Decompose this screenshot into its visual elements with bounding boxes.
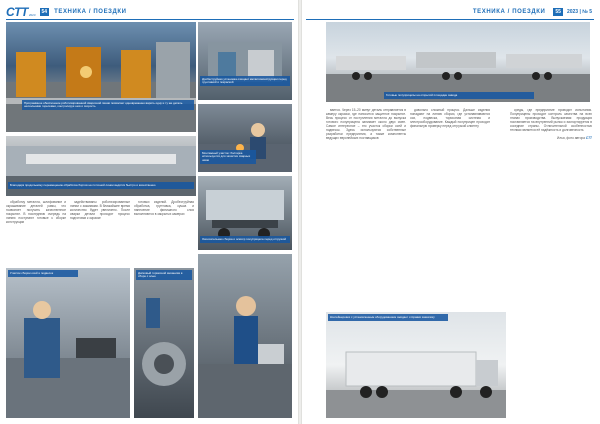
left-section-title: ТЕХНИКА / ПОЕЗДКИ [54,9,127,15]
left-header-rule [6,19,294,20]
photo-caption-7: Дисковый тормозной механизм в сборе с осью [136,270,192,280]
right-header [302,5,592,19]
issue-number: 2023 | № 5 [566,9,592,15]
left-column-c [134,200,194,264]
photo-caption-8: Готовые полуприцепы на открытой площадке завода [384,92,534,99]
right-column-b [410,108,490,308]
right-paragraph-c: среды, где предприятие проводит испытания. Полуприцепы проходят контроль качества на всех этапах производства. Выпускаемая продукция поставляется на внутренний рынок и экспортируется в соседние страны. Отличительной особенностью техники является её надёжность и долговечность [510,108,592,132]
right-column-c [510,108,592,378]
right-section-title: ТЕХНИКА / ПОЕЗДКИ [472,9,546,15]
processing-line-photo [6,136,196,196]
photo-caption-5: Окончательная сборка и осмотр полуприцепа перед отгрузкой [200,236,290,243]
photo-caption-2: Дробеструйная установка очищает металлоконструкции перед грунтовкой и покраской [200,76,290,86]
worker-photo [198,254,292,418]
photo-caption-3: Монтажный участок: болгарка используется для зачистки сварных швов [200,150,256,164]
signoff-text: Илья, фото автора [557,136,585,140]
worker-illustration [198,254,292,418]
signoff-brand: CTT [585,136,592,140]
final-assembly-photo [198,176,292,250]
photo-caption-4: Благодаря продольному перемещению обработка бортов на поточной линии ведётся быстро и качественно [8,182,194,189]
right-paragraph-b: довольно сложный процесс. Дальше изделия попадают на линию сборки, где устанавливаются оси, подвеска, тормозная система и электрооборудование. Каждый полуприцеп проходит финальную проверку перед отгрузкой клиенту [410,108,490,128]
left-paragraph-b: задействованы роботизированные линии с зажимами. В ближайшее время количество будет увеличено. После сварки детали проходят процесс подготовки к окраске [70,200,130,220]
shot-blasting-photo [198,22,292,100]
left-paragraph-c: готовых изделий. Дробеструйная обработка, грунтовка, сушка и нанесение финишного слоя выполняются в закрытых камерах [134,200,194,216]
left-page [0,0,298,424]
photo-caption-1: Программное обеспечение роботизированной сварочной линии позволяет одновременно варить одну и ту же деталь несколькими горелками, контролируя шов и скорость [22,100,194,110]
left-page-number: 54 [41,9,48,15]
container-truck-photo [326,312,506,418]
brake-illustration [134,268,194,418]
left-header [6,5,296,19]
axle-assembly-photo [6,268,130,418]
right-page-number: 55 [555,9,561,15]
welding-robot-illustration [6,22,196,132]
blasting-illustration [198,22,292,100]
left-paragraph-a: обработку металла, шлифование и окрашивание деталей рамы, что позволяет получить качественное покрытие. В последнюю очередь на линию поступают готовые к сборке конструкции [6,200,66,224]
right-page [302,0,600,424]
axle-illustration [6,268,130,418]
right-column-a [326,108,406,308]
photo-caption-6: Участок сборки осей и подвесок [8,270,78,277]
right-header-rule [306,19,594,20]
left-column-a [6,200,66,264]
left-column-b [70,200,130,264]
article-signoff [510,136,592,140]
photo-caption-9: Контейнеровоз с установленным оборудованием ожидает отправки заказчику [328,314,448,321]
trailers-illustration [326,22,590,102]
magazine-logo[interactable]: CTT [6,5,28,19]
logo-subtitle: 2023 [28,13,36,17]
truck-illustration [326,312,506,418]
trailers-yard-photo [326,22,590,102]
disc-brake-photo [134,268,194,418]
welding-line-photo [6,22,196,132]
right-paragraph-a: вается. Через 15–20 минут деталь отправляется в камеру окраски, где наносится защитное покрытие. Весь процесс от поступления металла до выпуска готового полуприцепа занимает около двух смен. Самое интересное – это участок сборки осей и подвесок. Здесь используются собственные разработки предприятия, а также компоненты ведущих европейских поставщиков [326,108,406,140]
grinding-worker-photo [198,104,292,172]
